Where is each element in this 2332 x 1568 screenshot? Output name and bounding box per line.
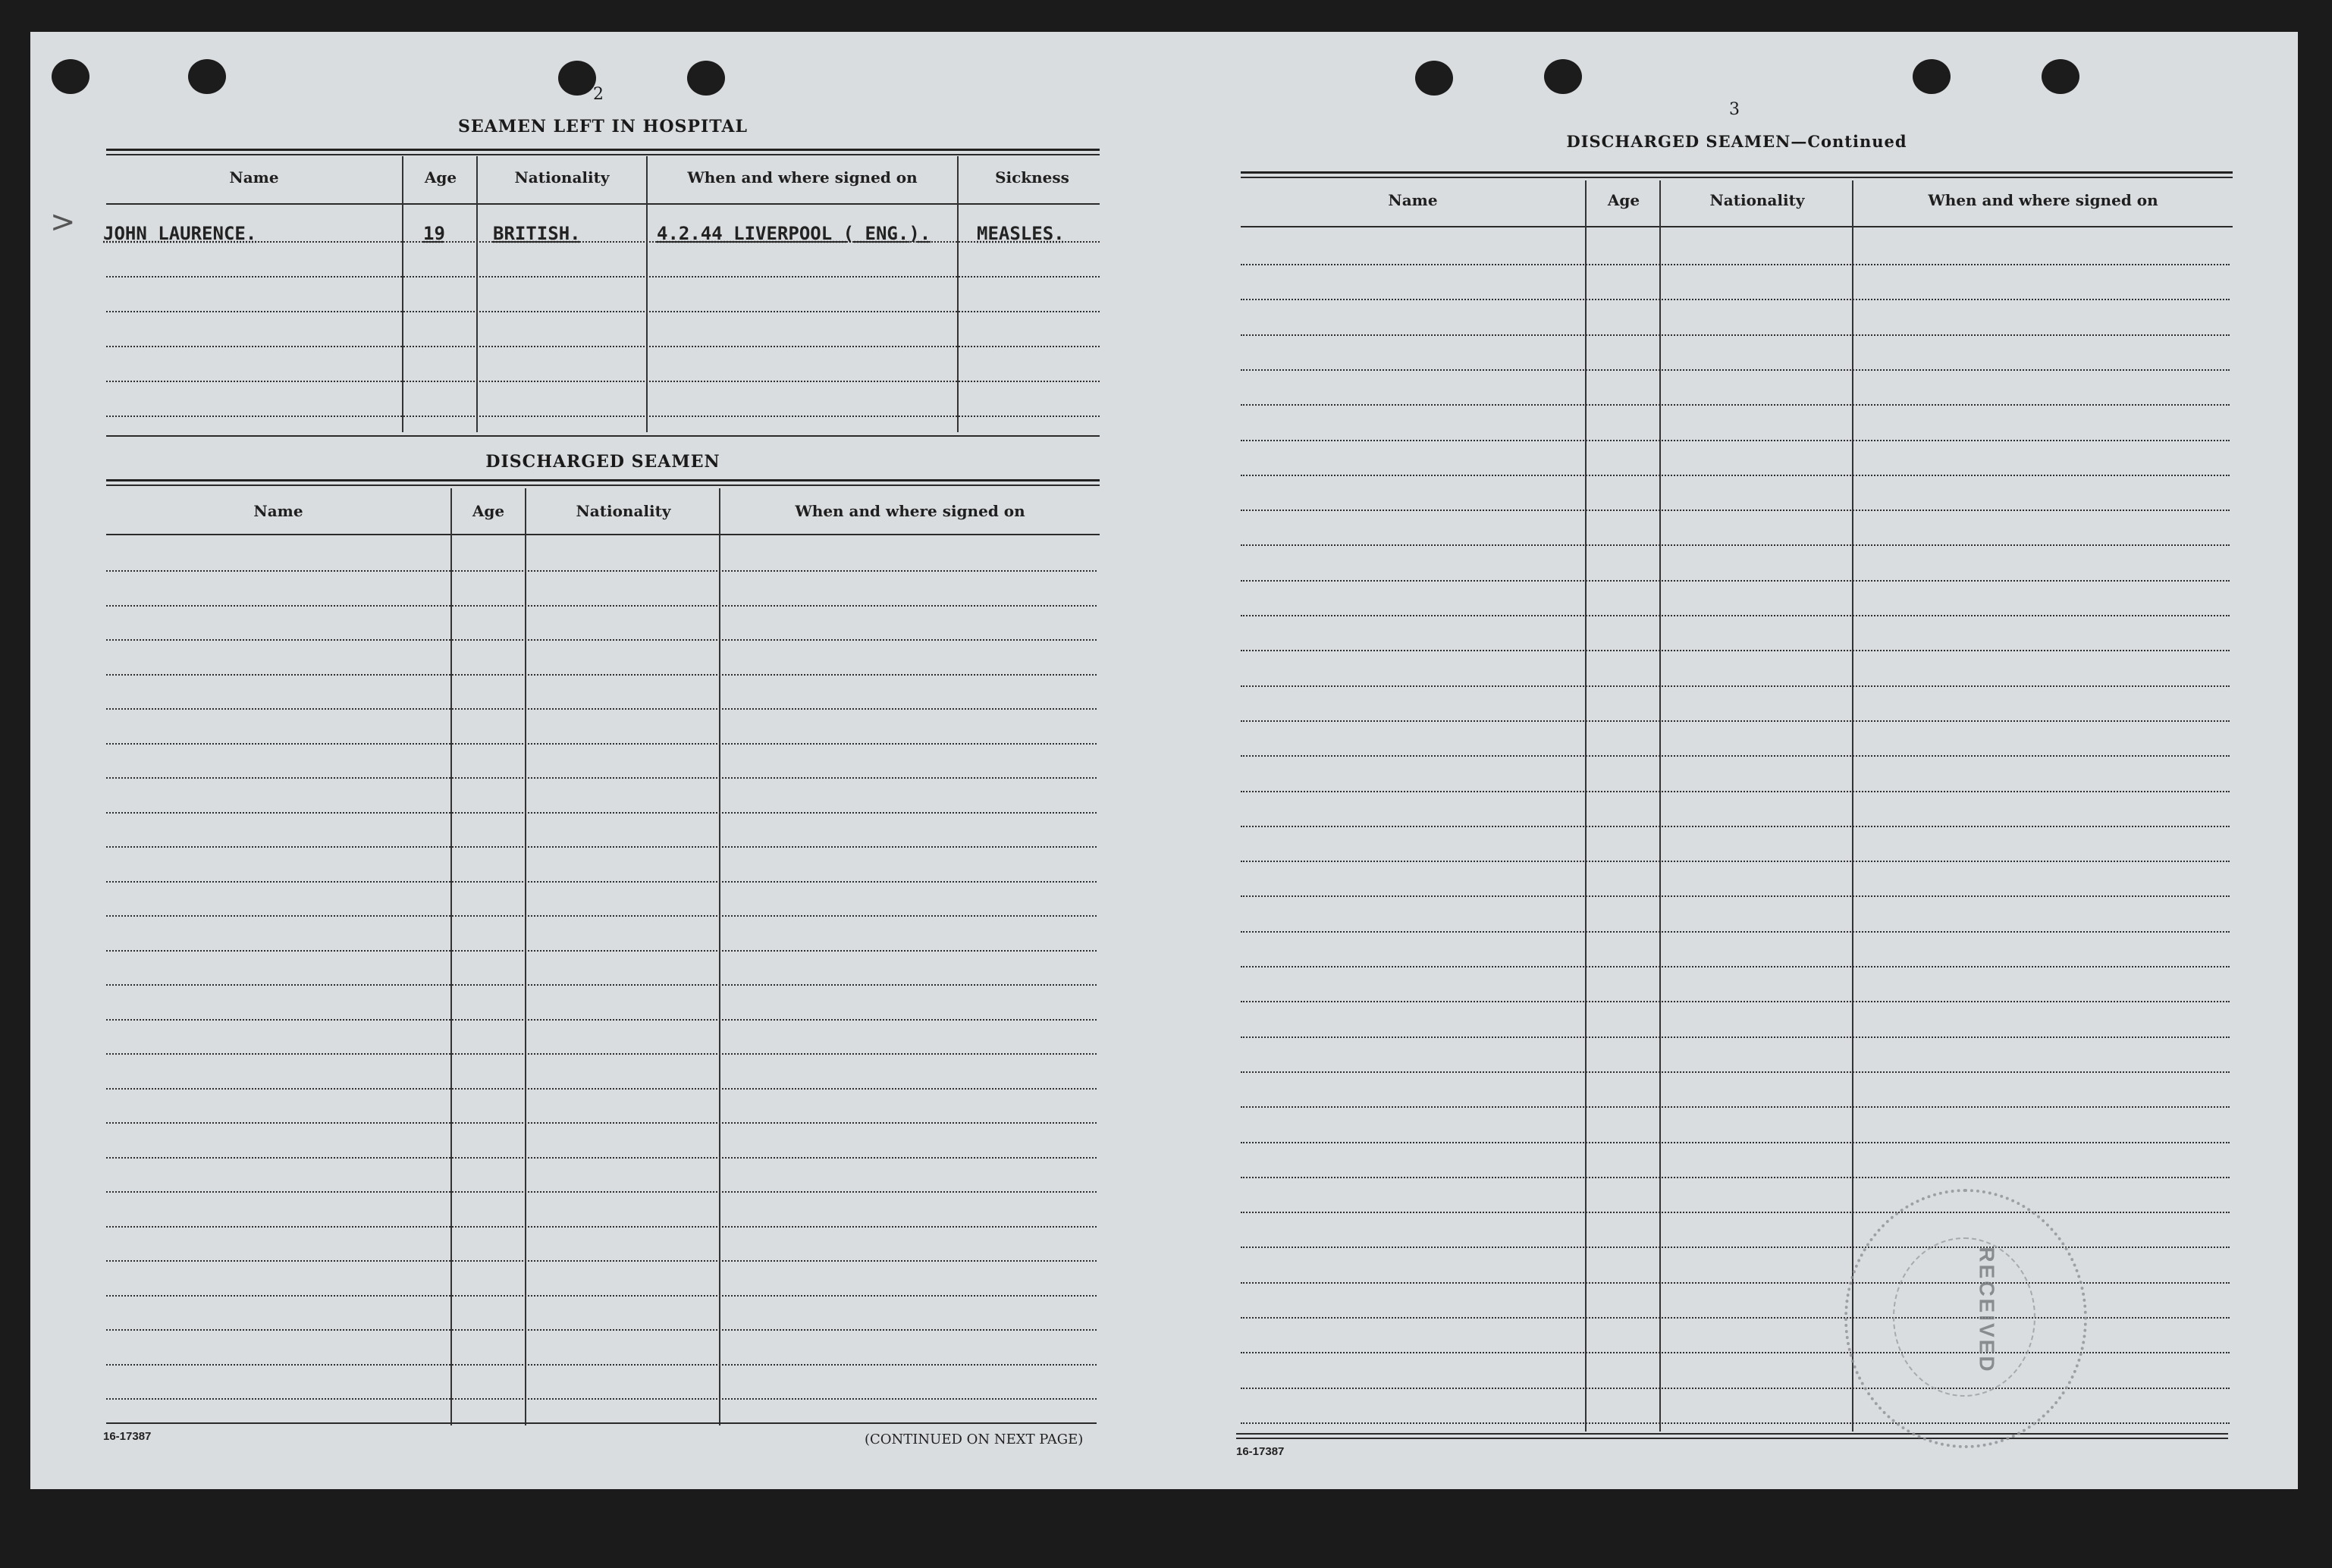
ruled-line (106, 812, 1097, 814)
punch-hole (2042, 59, 2079, 94)
ruled-line (106, 1329, 1097, 1331)
ruled-line (106, 1398, 1097, 1400)
stamp-text: RECEIVED (1975, 1247, 1999, 1374)
page-number: 2 (593, 85, 604, 104)
column-divider (1585, 180, 1587, 1432)
rule (1241, 177, 2233, 178)
column-divider (957, 156, 959, 432)
column-header-name: Name (229, 168, 279, 187)
seaman-name: JOHN LAURENCE. (103, 223, 257, 244)
rule (106, 1422, 1097, 1424)
ruled-line (106, 1295, 1097, 1297)
ruled-line (1241, 404, 2230, 406)
column-divider (525, 488, 526, 1425)
rule (106, 149, 1100, 151)
rule (1241, 171, 2233, 174)
ruled-line (106, 777, 1097, 779)
ruled-line (1241, 1177, 2230, 1178)
column-header-age: Age (424, 168, 457, 187)
ruled-line (1241, 650, 2230, 651)
ruled-line (1241, 895, 2230, 897)
hospital-section-title: SEAMEN LEFT IN HOSPITAL (458, 117, 748, 136)
rule (106, 435, 1100, 437)
ruled-line (1241, 544, 2230, 546)
ruled-line (1241, 1422, 2230, 1424)
ruled-line (106, 276, 1100, 278)
column-header-nationality: Nationality (1709, 191, 1805, 209)
discharged-continued-title: DISCHARGED SEAMEN—Continued (1566, 132, 1907, 151)
ruled-line (1241, 1001, 2230, 1002)
column-header-sickness: Sickness (995, 168, 1069, 187)
rule (106, 479, 1100, 481)
ruled-line (106, 605, 1097, 607)
ruled-line (1241, 791, 2230, 792)
column-header-name: Name (253, 502, 303, 520)
ruled-line (1241, 966, 2230, 967)
ruled-line (106, 346, 1100, 347)
ruled-line (106, 881, 1097, 883)
ruled-line (1241, 334, 2230, 336)
ruled-line (1241, 1036, 2230, 1038)
ruled-line (1241, 264, 2230, 265)
column-divider (476, 156, 478, 432)
column-header-signed-on: When and where signed on (1928, 191, 2158, 209)
ruled-line (106, 639, 1097, 641)
column-divider (1659, 180, 1661, 1432)
seaman-nationality: BRITISH. (493, 223, 581, 244)
punch-hole (558, 61, 596, 96)
pointer-mark: > (50, 205, 76, 240)
ruled-line (106, 1157, 1097, 1159)
column-header-age: Age (472, 502, 505, 520)
ruled-line (106, 1226, 1097, 1228)
ruled-line (106, 1122, 1097, 1124)
seaman-sickness: MEASLES. (977, 223, 1065, 244)
punch-hole (1544, 59, 1582, 94)
ruled-line (106, 743, 1097, 745)
continued-note: (CONTINUED ON NEXT PAGE) (865, 1432, 1084, 1447)
ruled-line (1241, 1106, 2230, 1108)
column-divider (719, 488, 720, 1425)
stamp-inner-ring (1893, 1237, 2035, 1397)
ruled-line (106, 1260, 1097, 1262)
rule (1236, 1438, 2228, 1439)
ruled-line (106, 984, 1097, 986)
page-number: 3 (1729, 100, 1740, 119)
ruled-line (1241, 720, 2230, 722)
column-header-signed-on: When and where signed on (795, 502, 1025, 520)
punch-hole (1913, 59, 1951, 94)
ruled-line (1241, 1142, 2230, 1143)
ruled-line (106, 950, 1097, 952)
form-number: 16-17387 (1236, 1445, 1285, 1458)
ruled-line (106, 1088, 1097, 1090)
ruled-line (1241, 440, 2230, 441)
ruled-line (1241, 1212, 2230, 1213)
seaman-age: 19 (423, 223, 445, 244)
ruled-line (106, 708, 1097, 710)
ruled-line (1241, 299, 2230, 300)
form-number: 16-17387 (103, 1430, 152, 1443)
ruled-line (106, 915, 1097, 917)
rule (1236, 1433, 2228, 1435)
punch-hole (687, 61, 725, 96)
discharged-section-title: DISCHARGED SEAMEN (485, 452, 720, 472)
ruled-line (1241, 931, 2230, 933)
column-divider (450, 488, 452, 1425)
ruled-line (1241, 861, 2230, 862)
punch-hole (1415, 61, 1453, 96)
column-divider (646, 156, 648, 432)
ruled-line (1241, 755, 2230, 757)
column-header-age: Age (1607, 191, 1640, 209)
column-divider (1852, 180, 1853, 1432)
ruled-line (106, 1364, 1097, 1366)
ruled-line (1241, 510, 2230, 511)
punch-hole (188, 59, 226, 94)
ruled-line (1241, 615, 2230, 616)
seaman-signed-on: 4.2.44 LIVERPOOL ( ENG.). (657, 223, 931, 244)
ruled-line (1241, 369, 2230, 371)
rule (106, 154, 1100, 155)
ruled-line (1241, 1071, 2230, 1073)
rule (106, 203, 1100, 205)
ruled-line (106, 1191, 1097, 1193)
column-header-nationality: Nationality (514, 168, 610, 187)
ruled-line (1241, 685, 2230, 687)
rule (1241, 226, 2233, 227)
punch-hole (52, 59, 89, 94)
rule (106, 534, 1100, 535)
ruled-line (106, 311, 1100, 312)
column-header-signed-on: When and where signed on (687, 168, 918, 187)
ruled-line (106, 570, 1097, 572)
column-header-name: Name (1388, 191, 1438, 209)
ruled-line (1241, 1388, 2230, 1389)
ruled-line (1241, 475, 2230, 476)
ruled-line (106, 674, 1097, 676)
column-divider (402, 156, 403, 432)
ruled-line (106, 381, 1100, 382)
ruled-line (106, 846, 1097, 848)
ruled-line (106, 1053, 1097, 1055)
ruled-line (106, 1019, 1097, 1021)
ruled-line (1241, 580, 2230, 582)
ruled-line (1241, 1247, 2230, 1248)
received-stamp (1844, 1189, 2087, 1448)
ruled-line (106, 416, 1100, 417)
ruled-line (1241, 826, 2230, 827)
rule (106, 485, 1100, 486)
column-header-nationality: Nationality (576, 502, 671, 520)
